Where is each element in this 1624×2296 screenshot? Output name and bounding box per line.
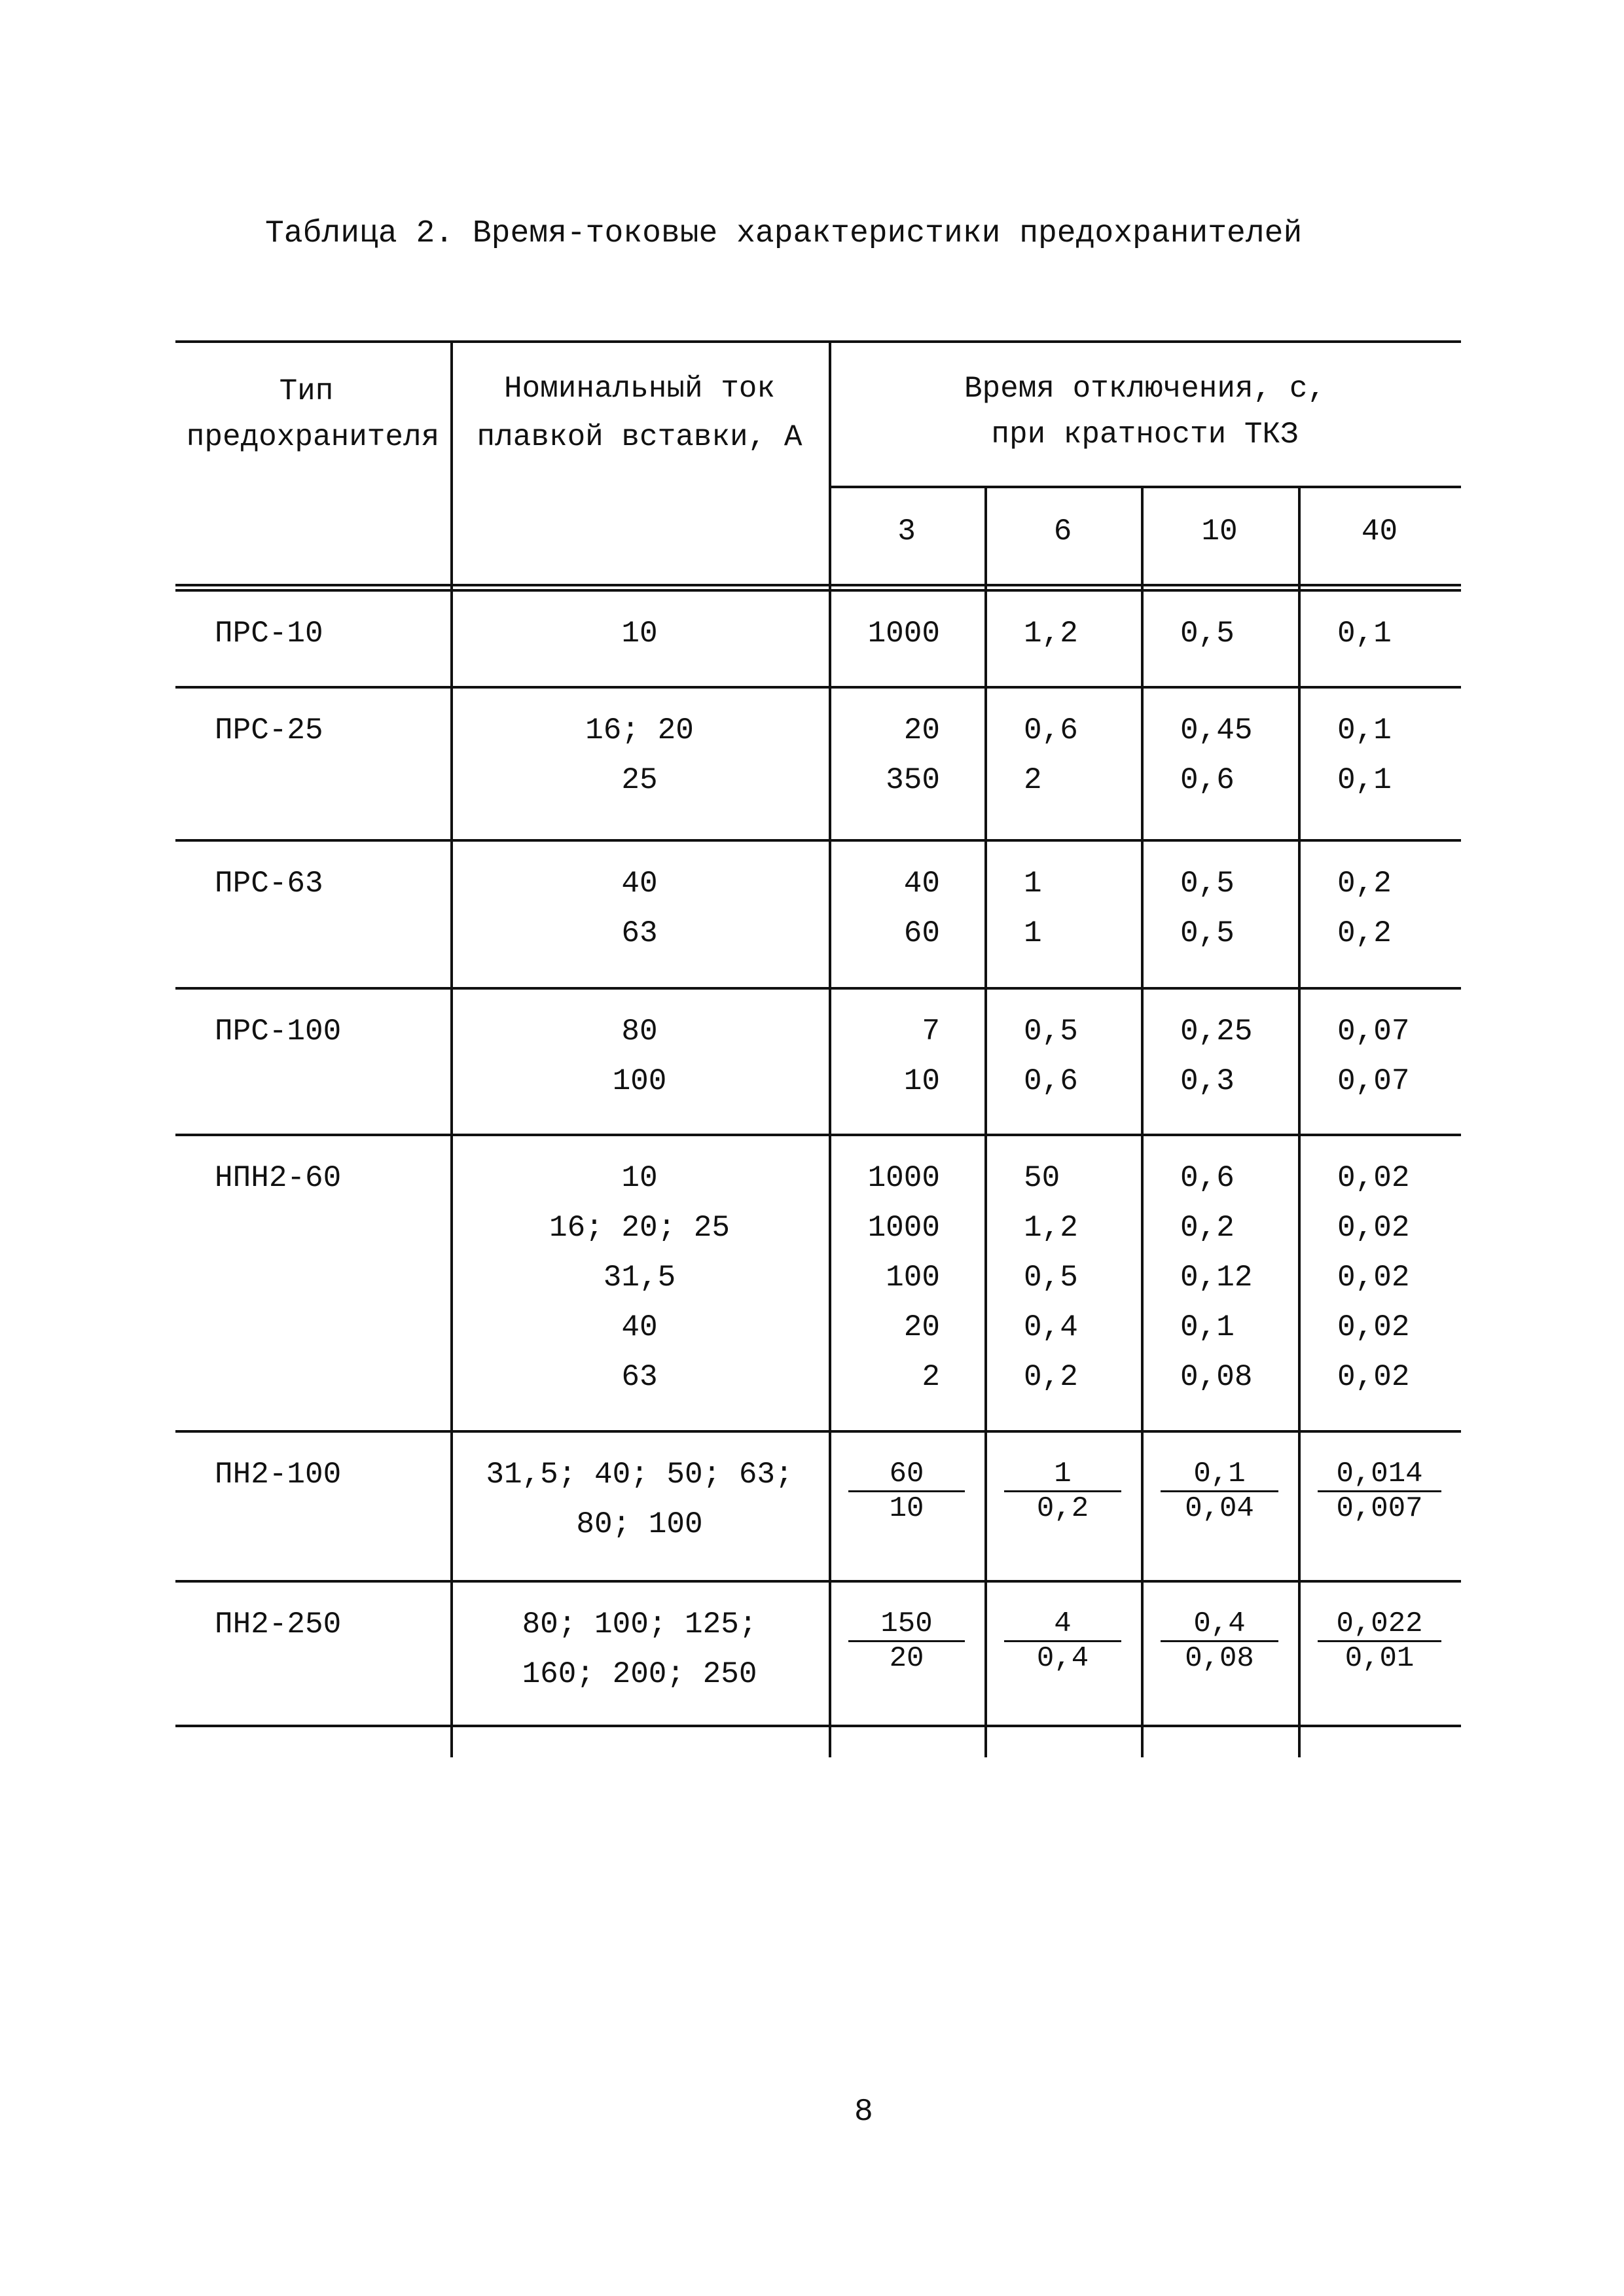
row-time-t10: 0,3 xyxy=(1180,1064,1235,1098)
row-time-t40: 0,1 xyxy=(1337,617,1392,651)
row-fuse-type: ПРС-10 xyxy=(215,617,323,651)
row-time-t10: 0,45 xyxy=(1180,713,1253,747)
row-separator xyxy=(175,1725,1461,1727)
row-time-t10: 0,5 xyxy=(1180,867,1235,901)
fraction-numerator: 0,4 xyxy=(1193,1607,1246,1640)
header-multiple-10: 10 xyxy=(1201,514,1238,548)
row-time-t10: 0,12 xyxy=(1180,1261,1253,1295)
row-time-t10: 0,6 xyxy=(1180,1161,1235,1195)
fraction-numerator: 0,014 xyxy=(1336,1458,1423,1490)
row-rated-current: 80; 100 xyxy=(576,1507,703,1541)
row-time-t6: 0,6 xyxy=(1024,1064,1078,1098)
row-time-fraction-t10 xyxy=(1161,1607,1278,1675)
row-time-t3: 1000 xyxy=(867,1211,940,1245)
header-multiple-6: 6 xyxy=(1053,514,1072,548)
table-caption: Таблица 2. Время-токовые характеристики предохранителей xyxy=(265,216,1303,251)
row-time-t6: 1,2 xyxy=(1024,1211,1078,1245)
row-rated-current: 10 xyxy=(621,1161,658,1195)
row-time-fraction-t3 xyxy=(848,1607,965,1675)
row-separator xyxy=(175,987,1461,990)
row-time-t6: 1 xyxy=(1024,867,1042,901)
column-divider xyxy=(1298,486,1301,1757)
row-time-t3: 7 xyxy=(922,1014,940,1049)
header-bottom-rule-2 xyxy=(175,589,1461,592)
row-time-t10: 0,5 xyxy=(1180,617,1235,651)
row-rated-current: 10 xyxy=(621,617,658,651)
row-separator xyxy=(175,839,1461,842)
row-time-t6: 0,4 xyxy=(1024,1310,1078,1344)
row-fuse-type: НПН2-60 xyxy=(215,1161,342,1195)
row-fuse-type: ПРС-100 xyxy=(215,1014,342,1049)
header-multiple-3: 3 xyxy=(897,514,916,548)
row-rated-current: 63 xyxy=(621,916,658,950)
row-rated-current: 25 xyxy=(621,763,658,797)
header-type-line2: предохранителя xyxy=(186,420,440,454)
row-rated-current: 40 xyxy=(621,867,658,901)
row-time-fraction-t6 xyxy=(1004,1607,1121,1675)
row-time-fraction-t10 xyxy=(1161,1458,1278,1525)
row-time-t3: 1000 xyxy=(867,617,940,651)
row-time-t40: 0,02 xyxy=(1337,1360,1410,1394)
row-time-t3: 350 xyxy=(886,763,940,797)
row-fuse-type: ПН2-250 xyxy=(215,1607,342,1641)
row-time-t3: 20 xyxy=(903,713,940,747)
row-fuse-type: ПН2-100 xyxy=(215,1458,342,1492)
header-type-line1: Тип xyxy=(279,374,334,408)
row-time-fraction-t40 xyxy=(1318,1607,1441,1675)
fraction-numerator: 60 xyxy=(889,1458,924,1490)
fraction-denominator: 0,4 xyxy=(1004,1640,1121,1675)
row-time-t40: 0,02 xyxy=(1337,1261,1410,1295)
row-time-t6: 1,2 xyxy=(1024,617,1078,651)
fraction-denominator: 0,007 xyxy=(1318,1490,1441,1525)
row-rated-current: 31,5 xyxy=(603,1261,676,1295)
row-rated-current: 80; 100; 125; xyxy=(522,1607,757,1641)
header-multiple-40: 40 xyxy=(1361,514,1398,548)
time-subheader-rule xyxy=(829,486,1461,488)
row-time-t40: 0,1 xyxy=(1337,713,1392,747)
row-time-t3: 1000 xyxy=(867,1161,940,1195)
row-time-t10: 0,5 xyxy=(1180,916,1235,950)
row-time-t6: 0,5 xyxy=(1024,1014,1078,1049)
row-time-t6: 0,6 xyxy=(1024,713,1078,747)
row-time-t40: 0,2 xyxy=(1337,916,1392,950)
row-rated-current: 16; 20 xyxy=(585,713,694,747)
fraction-denominator: 0,01 xyxy=(1318,1640,1441,1675)
row-rated-current: 16; 20; 25 xyxy=(549,1211,731,1245)
fraction-numerator: 4 xyxy=(1054,1607,1072,1640)
column-divider xyxy=(984,486,987,1757)
header-time-line2: при кратности ТКЗ xyxy=(991,418,1299,452)
table-top-rule xyxy=(175,340,1461,343)
header-current-line1: Номинальный ток xyxy=(503,372,776,406)
row-time-t10: 0,25 xyxy=(1180,1014,1253,1049)
row-time-t10: 0,2 xyxy=(1180,1211,1235,1245)
row-separator xyxy=(175,686,1461,689)
fraction-denominator: 10 xyxy=(848,1490,965,1525)
row-time-t6: 1 xyxy=(1024,916,1042,950)
row-time-t3: 2 xyxy=(922,1360,940,1394)
row-time-t40: 0,07 xyxy=(1337,1014,1410,1049)
header-time-line1: Время отключения, с, xyxy=(964,372,1326,406)
row-separator xyxy=(175,1580,1461,1583)
fraction-denominator: 0,04 xyxy=(1161,1490,1278,1525)
row-time-t40: 0,02 xyxy=(1337,1211,1410,1245)
fraction-denominator: 20 xyxy=(848,1640,965,1675)
row-rated-current: 80 xyxy=(621,1014,658,1049)
row-rated-current: 160; 200; 250 xyxy=(522,1657,757,1691)
row-time-t40: 0,1 xyxy=(1337,763,1392,797)
row-rated-current: 100 xyxy=(612,1064,667,1098)
row-time-t40: 0,2 xyxy=(1337,867,1392,901)
row-time-t10: 0,08 xyxy=(1180,1360,1253,1394)
row-time-t6: 2 xyxy=(1024,763,1042,797)
row-rated-current: 31,5; 40; 50; 63; xyxy=(486,1458,793,1492)
fraction-numerator: 150 xyxy=(880,1607,933,1640)
row-fuse-type: ПРС-25 xyxy=(215,713,323,747)
row-time-t6: 50 xyxy=(1024,1161,1060,1195)
page-number: 8 xyxy=(854,2094,873,2130)
fraction-numerator: 1 xyxy=(1054,1458,1072,1490)
row-time-t40: 0,07 xyxy=(1337,1064,1410,1098)
row-time-t3: 40 xyxy=(903,867,940,901)
row-time-fraction-t3 xyxy=(848,1458,965,1525)
fraction-numerator: 0,022 xyxy=(1336,1607,1423,1640)
row-time-fraction-t40 xyxy=(1318,1458,1441,1525)
fraction-denominator: 0,2 xyxy=(1004,1490,1121,1525)
header-current-line2: плавкой вставки, А xyxy=(477,420,803,454)
row-time-t3: 20 xyxy=(903,1310,940,1344)
fraction-numerator: 0,1 xyxy=(1193,1458,1246,1490)
column-divider xyxy=(1141,486,1144,1757)
row-time-t3: 100 xyxy=(886,1261,940,1295)
row-time-t6: 0,5 xyxy=(1024,1261,1078,1295)
row-time-t40: 0,02 xyxy=(1337,1161,1410,1195)
header-bottom-rule-1 xyxy=(175,584,1461,586)
row-time-t3: 10 xyxy=(903,1064,940,1098)
row-time-t3: 60 xyxy=(903,916,940,950)
row-time-fraction-t6 xyxy=(1004,1458,1121,1525)
row-separator xyxy=(175,1430,1461,1433)
row-time-t40: 0,02 xyxy=(1337,1310,1410,1344)
fraction-denominator: 0,08 xyxy=(1161,1640,1278,1675)
row-separator xyxy=(175,1134,1461,1136)
row-time-t10: 0,1 xyxy=(1180,1310,1235,1344)
row-time-t6: 0,2 xyxy=(1024,1360,1078,1394)
row-fuse-type: ПРС-63 xyxy=(215,867,323,901)
row-time-t10: 0,6 xyxy=(1180,763,1235,797)
row-rated-current: 40 xyxy=(621,1310,658,1344)
row-rated-current: 63 xyxy=(621,1360,658,1394)
